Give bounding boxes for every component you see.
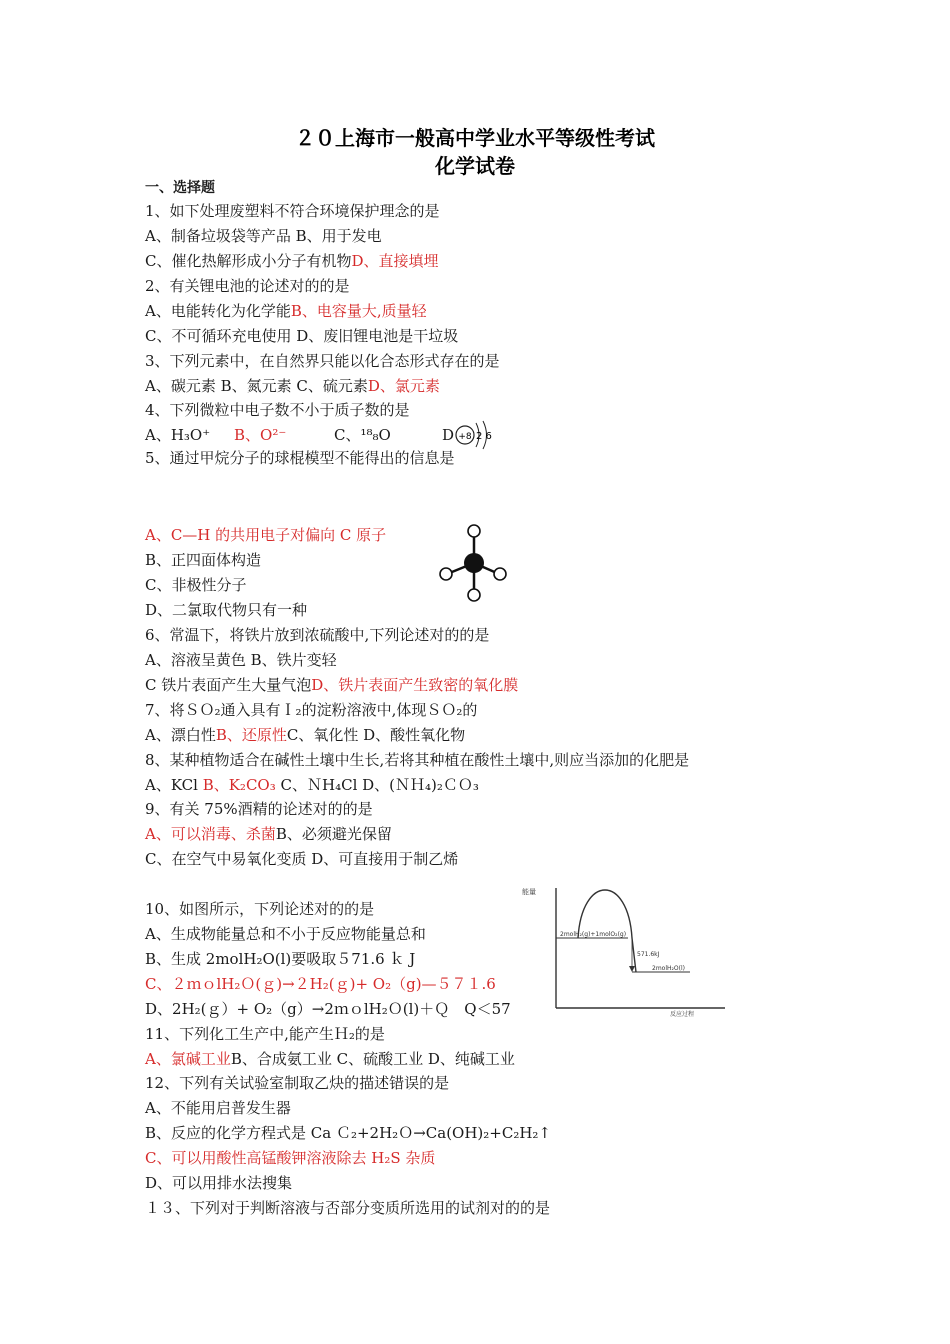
q8-options [145,775,479,795]
q10-option-a: A、生成物能量总和不小于反应物能量总和 [145,925,426,943]
q1-stem: 1、如下处理废塑料不符合环境保护理念的是 [145,202,440,220]
q3-options [145,376,440,396]
q12-option-d: D、可以用排水法搜集 [145,1174,293,1192]
q4-stem: 4、下列微粒中电子数不小于质子数的是 [145,401,410,419]
q6-answer: D、铁片表面产生致密的氧化膜 [311,676,519,694]
reaction-axis-label: 反应过程 [670,1011,695,1018]
q12-answer: C、可以用酸性高锰酸钾溶液除去 H₂S 杂质 [145,1149,436,1167]
carbon-atom [464,553,484,573]
q5-option-b: B、正四面体构造 [145,551,262,569]
q8-option-a: A、KCl [145,776,198,794]
q2-stem: 2、有关锂电池的论述对的的是 [145,277,350,295]
q5-answer: A、C—H 的共用电子对偏向 C 原子 [145,526,387,544]
q2-option-a: A、电能转化为化学能 [145,302,291,320]
q9-stem: 9、有关 75%酒精的论述对的的是 [145,800,373,818]
q2-options-ab [145,301,427,321]
methane-ball-stick-model [436,522,512,602]
reactants-label: 2molH₂(g)+1molO₂(g) [560,931,627,938]
q7-stem: 7、将ＳＯ₂通入具有Ｉ₂的淀粉溶液中,体现ＳＯ₂的 [145,701,478,719]
q6-stem: 6、常温下，将铁片放到浓硫酸中,下列论述对的的是 [145,626,490,644]
q4-option-d: D [442,426,455,444]
q9-options-cd: C、在空气中易氧化变质 D、可直接用于制乙烯 [145,850,459,868]
q10-option-d: D、2H₂(ｇ）+ O₂（g）→2ｍｏlH₂Ｏ(l)＋Ｑ Q＜57 [145,1000,511,1018]
q12-option-b: B、反应的化学方程式是 Ca Ｃ₂+2H₂Ｏ→Ca(OH)₂+C₂H₂↑ [145,1124,552,1142]
products-label: 2molH₂O(l) [652,965,685,972]
q5-option-d: D、二氯取代物只有一种 [145,601,308,619]
oxygen-atom-diagram [452,418,502,452]
electron-shells-count: 2 6 [476,431,492,442]
hydrogen-atom [468,589,480,601]
hydrogen-atom [440,568,452,580]
q3-options-abc: A、碳元素 B、氮元素 C、硫元素 [145,377,368,395]
q12-option-a: A、不能用启普发生器 [145,1099,291,1117]
exam-subtitle: 化学试卷 [435,154,515,178]
energy-axis-label: 能量 [522,888,536,896]
q13-stem: １３、下列对于判断溶液与否部分变质所选用的试剂对的的是 [145,1199,551,1217]
q11-stem: 11、下列化工生产中,能产生Ｈ₂的是 [145,1025,385,1043]
q11-options-bcd: B、合成氨工业 C、硫酸工业 D、纯碱工业 [230,1050,515,1068]
q4-option-c: C、¹⁸₈O [334,426,391,444]
q6-options-ab: A、溶液呈黄色 B、铁片变轻 [145,651,337,669]
q10-answer: C、２ｍｏlH₂Ｏ(ｇ)→２H₂(ｇ)+ O₂（g)—５７１.6 [145,975,496,993]
q10-stem: 10、如图所示，下列论述对的的是 [145,900,375,918]
q8-stem: 8、某种植物适合在碱性土壤中生长,若将其种植在酸性土壤中,则应当添加的化肥是 [145,751,690,769]
q1-option-c: C、催化热解形成小分子有机物 [145,252,352,270]
q3-stem: 3、下列元素中，在自然界只能以化合态形式存在的是 [145,352,500,370]
nucleus-charge: +8 [458,432,472,442]
q1-options-cd [145,251,439,271]
q5-stem: 5、通过甲烷分子的球棍模型不能得出的信息是 [145,449,455,467]
arrow-down-icon [629,966,635,972]
q7-options-cd: C、氧化性 D、酸性氧化物 [286,726,466,744]
q1-answer: D、直接填埋 [351,252,439,270]
q6-options-cd [145,675,518,695]
q1-options-ab: A、制备垃圾袋等产品 B、用于发电 [145,227,382,245]
q9-options-ab [145,824,392,844]
exam-title: ２０上海市一般高中学业水平等级性考试 [295,126,655,150]
q4-answer: B、O²⁻ [234,426,287,444]
q7-answer: B、还原性 [215,726,287,744]
q2-options-cd: C、不可循环充电使用 D、废旧锂电池是干垃圾 [145,327,459,345]
q11-answer: A、氯碱工业 [145,1050,231,1068]
q6-option-c: C 铁片表面产生大量气泡 [145,676,312,694]
q8-answer: B、K₂CO₃ [202,776,276,794]
delta-h-label: 571.6kJ [637,951,660,958]
q10-option-b: B、生成 2molH₂O(l)要吸取５71.6 ｋ J [145,950,416,968]
q7-option-a: A、漂白性 [145,726,216,744]
q4-option-a: A、H₃O⁺ [145,426,211,444]
q12-stem: 12、下列有关试验室制取乙炔的描述错误的是 [145,1074,450,1092]
q2-answer: B、电容量大,质量轻 [290,302,427,320]
q11-options [145,1049,515,1069]
q8-options-cd: C、ＮH₄Cl D、(ＮＨ₄)₂ＣＯ₃ [280,776,479,794]
q9-answer: A、可以消毒、杀菌 [145,825,276,843]
hydrogen-atom [468,525,480,537]
q7-options [145,725,465,745]
q5-option-c: C、非极性分子 [145,576,247,594]
energy-profile-diagram [520,880,730,1018]
q9-option-b: B、必须避光保留 [275,825,392,843]
q3-answer: D、氯元素 [367,377,440,395]
hydrogen-atom [494,568,506,580]
section-heading: 一、选择题 [145,180,215,196]
